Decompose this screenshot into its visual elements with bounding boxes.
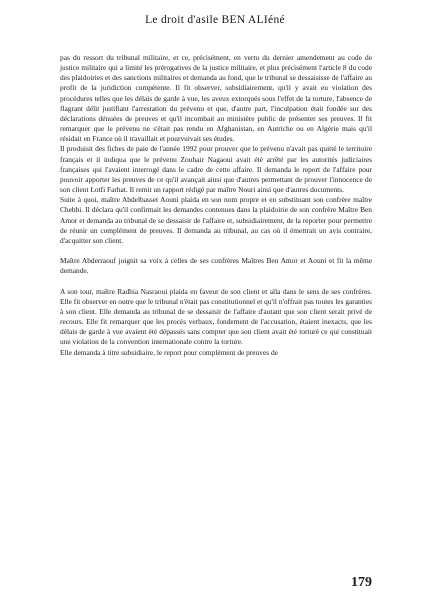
page-number: 179 <box>351 575 372 590</box>
body-text <box>60 53 372 358</box>
paragraph: Maître Abderraouf joignit sa voix à celles de ses confrères Maîtres Ben Amor et Aouni et fit la même demande. <box>60 256 372 276</box>
paragraph: Il produisit des fiches de paie de l'année 1992 pour prouver que le prévenu n'avait pas quitté le territoire français et il indiqua que le prévenu Zouhair Nagaoui avait été arrêté par les autorités judiciaires françaises qui l'avaient interrogé dans le cadre de cette affaire. Il demanda le report de l'affaire pour pouvoir apporter les preuves de ce qu'il avançait ainsi que d'autres permettant de prouver l'innocence de son client Lotfi Farhat. Il remit un rapport rédigé par maître Nouri ainsi que d'autres documents. <box>60 144 372 195</box>
paragraph: pas du ressort du tribunal militaire, et ce, précisément, en vertu du dernier amendement au code de justice militaire qui a limité les prérogatives de la justice militaire, et plus précisément l'article 8 du code des plaidoiries et des sanctions militaires et demanda au fond, que le tribunal se dessaisisse de l'affaire au profit de la juridiction compétente. Il fit observer, subsidiairement, qu'il y avait eu violation des procédures telles que les délais de garde à vue, les aveux extorqués sous l'effet de la torture, l'absence de flagrant délit justifiant l'arrestation du prévenu et que, d'autre part, l'inculpation était fondée sur des déclarations dénuées de preuves et qu'il incombait au ministère public de présenter ses preuves. Il fit remarquer que le prévenu ne s'était pas rendu en Afghanistan, en Autriche ou en Algérie mais qu'il résidait en France où il travaillait et pourvuivait ses études. <box>60 53 372 144</box>
paragraph: A son tour, maître Radhia Nasraoui plaida en faveur de son client et alla dans le sens de ses confrères. Elle fit observer en outre que le tribunal n'était pas constitutionnel et qu'il n'offrait pas toutes les garanties à son client. Elle demanda au tribunal de se dessaisir de l'affaire d'autant que son client serait privé de recours. Elle fit remarquer que les procès verbaux, fondement de l'accusation, étaient inexacts, que les délais de garde à vue avaient été dépassés sans compter que son client avait été torturé ce qui constituait une violation de la convention internationale contre la torture. <box>60 286 372 347</box>
running-header: Le droit d'asile BEN ALIéné <box>145 14 285 26</box>
paragraph: Suite à quoi, maître Abdelbasset Aouni plaida en son nom propre et en substituant son confrère maître Chebbi. Il déclara qu'il confirmait les demandes contenues dans la plaidoirie de son confrère Maître Ben Amor et demanda au tribunal de se dessaisir de l'affaire et, subsidiairement, de la reporter pour permettre de réunir un complément de preuves. Il demanda au tribunal, au cas où il émettrait un avis contraire, d'acquitter son client. <box>60 195 372 245</box>
paragraph: Elle demanda à titre subsidiaire, le report pour complément de preuves de <box>60 347 278 357</box>
